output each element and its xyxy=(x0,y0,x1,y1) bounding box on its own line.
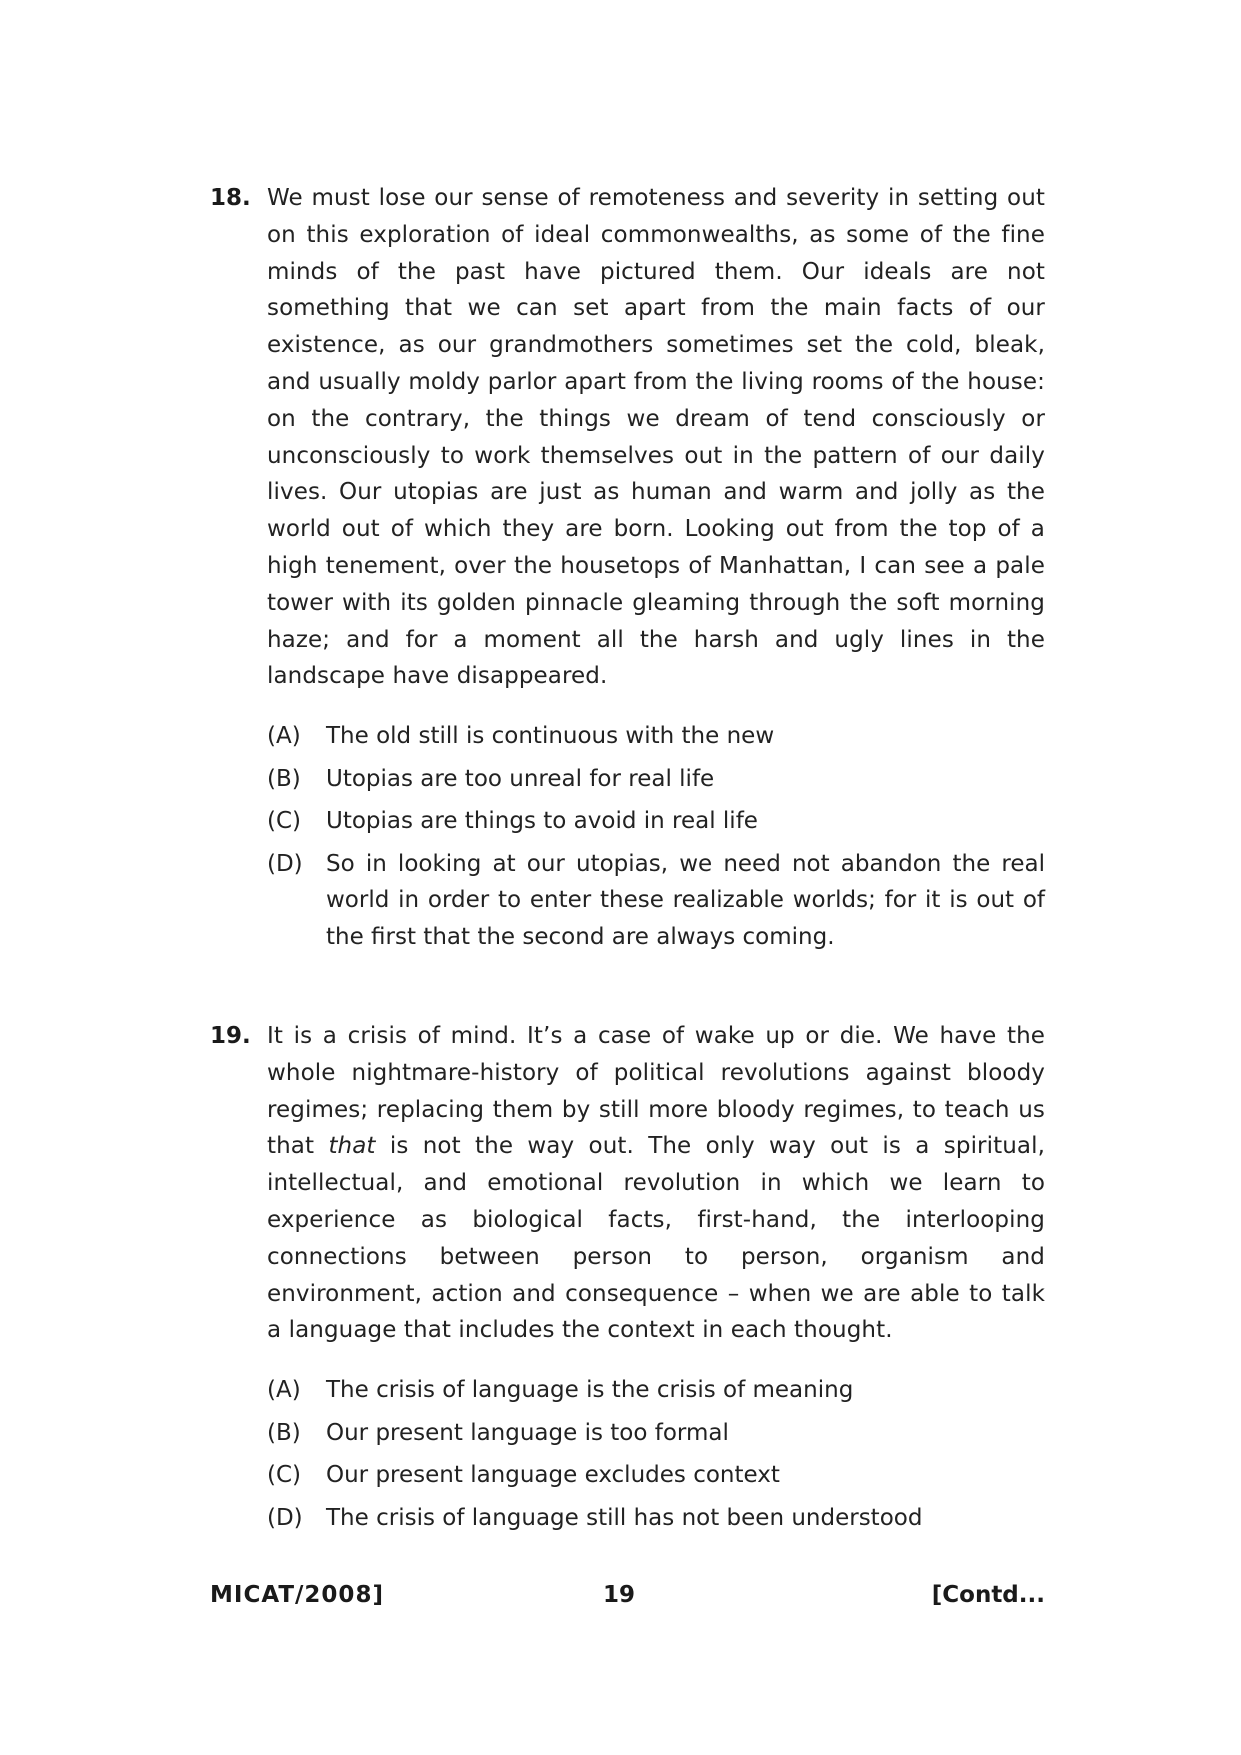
option-text: Our present language excludes context xyxy=(326,1462,780,1489)
question-body xyxy=(267,180,1045,955)
option-a[interactable] xyxy=(267,718,1045,755)
question-18 xyxy=(210,180,1045,961)
option-b[interactable] xyxy=(267,761,1045,798)
continued-note: [Contd... xyxy=(931,1582,1045,1608)
answer-options xyxy=(267,1372,1045,1536)
exam-code: MICAT/2008] xyxy=(210,1582,384,1608)
passage-text: It is a crisis of mind. It’s a case of wake up or die. We have the whole nightmare-history of political revolutions against bloody regimes; replacing them by still more bloody regimes, to teach us that xyxy=(267,1023,1045,1160)
option-text: Utopias are too unreal for real life xyxy=(326,765,715,792)
option-c[interactable] xyxy=(267,1457,1045,1494)
page-footer xyxy=(210,1575,1045,1615)
question-passage xyxy=(267,1018,1045,1349)
passage-text: We must lose our sense of remoteness and severity in setting out on this exploration of ideal commonwealths, as some of the fine minds of the past have pictured them. Our ideals are not something that we can set apart from the main facts of our existence, as our grandmothers sometimes set the cold, bleak, and usually moldy parlor apart from the living rooms of the house: on the contrary, the things we dream of tend consciously or unconsciously to work themselves out in the pattern of our daily lives. Our utopias are just as human and warm and jolly as the world out of which they are born. Looking out from the top of a high tenement, over the housetops of Manhattan, I can see a pale tower with its golden pinnacle gleaming through the soft morning haze; and for a moment all the harsh and ugly lines in the landscape have disappeared. xyxy=(267,185,1045,690)
option-letter: (A) xyxy=(267,1377,301,1404)
option-letter: (C) xyxy=(267,1462,302,1489)
question-body xyxy=(267,1018,1045,1536)
option-c[interactable] xyxy=(267,803,1045,840)
option-a[interactable] xyxy=(267,1372,1045,1409)
option-letter: (B) xyxy=(267,1419,301,1446)
question-number: 18. xyxy=(210,185,251,211)
option-d[interactable] xyxy=(267,1500,1045,1537)
question-passage xyxy=(267,180,1045,695)
option-letter: (B) xyxy=(267,765,301,792)
passage-emphasis: that xyxy=(328,1133,376,1160)
option-letter: (A) xyxy=(267,723,301,750)
option-text: The crisis of language still has not been understood xyxy=(326,1504,923,1531)
answer-options xyxy=(267,718,1045,955)
question-number: 19. xyxy=(210,1023,251,1049)
option-letter: (D) xyxy=(267,1504,303,1531)
passage-text: is not the way out. The only way out is a spiritual, intellectual, and emotional revolution in which we learn to experience as biological facts, first-hand, the interlooping connections between person to person, organism and environment, action and consequence – when we are able to talk a language that includes the context in each thought. xyxy=(267,1133,1045,1344)
option-text: The crisis of language is the crisis of meaning xyxy=(326,1377,854,1404)
option-text: The old still is continuous with the new xyxy=(326,723,775,750)
option-d[interactable] xyxy=(267,846,1045,956)
option-b[interactable] xyxy=(267,1415,1045,1452)
option-letter: (D) xyxy=(267,850,303,877)
option-text: So in looking at our utopias, we need not abandon the real world in order to enter these realizable worlds; for it is out of the first that the second are always coming. xyxy=(326,850,1045,950)
option-letter: (C) xyxy=(267,808,302,835)
question-19 xyxy=(210,1018,1045,1542)
page-number: 19 xyxy=(603,1582,636,1608)
option-text: Utopias are things to avoid in real life xyxy=(326,808,758,835)
option-text: Our present language is too formal xyxy=(326,1419,729,1446)
